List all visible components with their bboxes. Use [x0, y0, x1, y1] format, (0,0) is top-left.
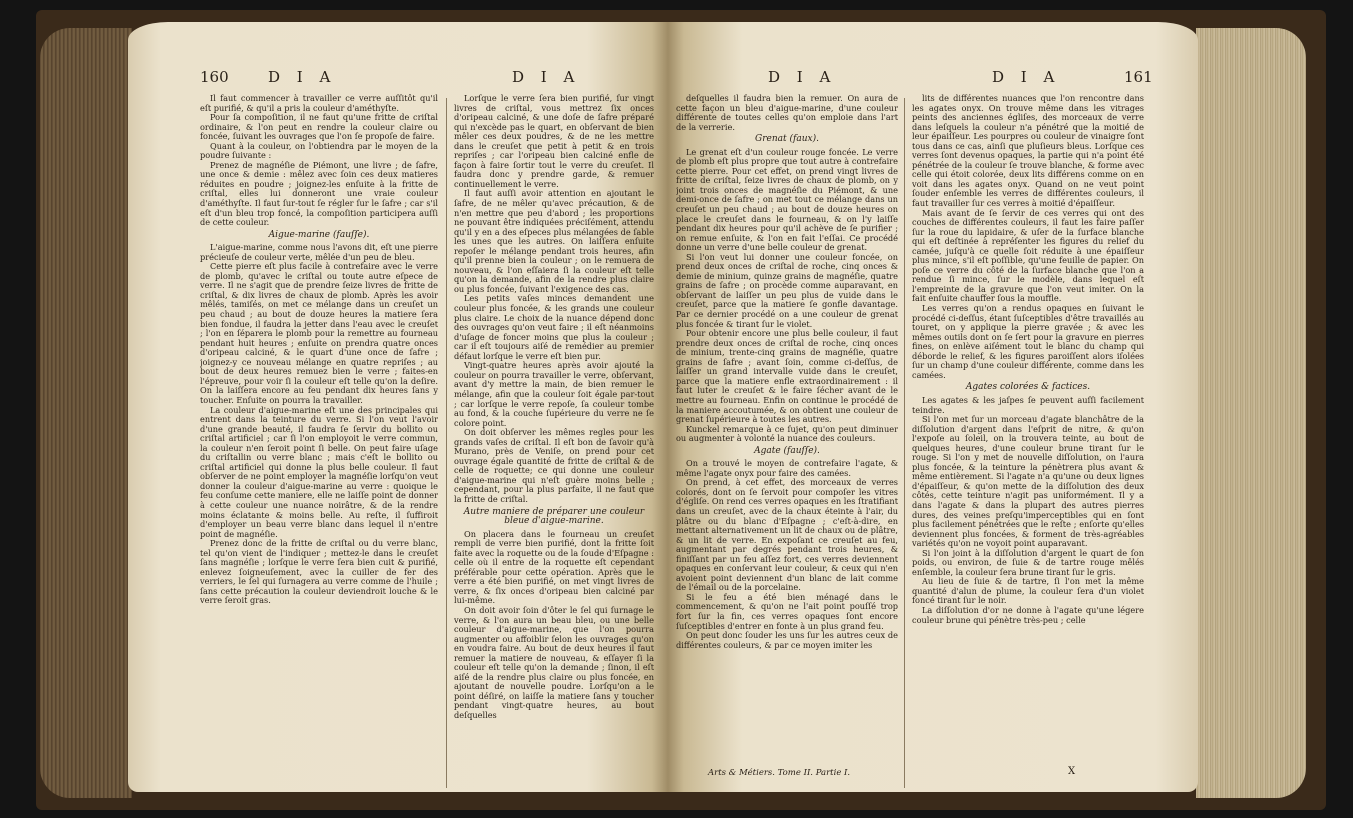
left-page [128, 22, 668, 792]
paragraph: Prenez donc de la fritte de criſtal ou du verre blanc, tel qu'on vient de l'indiquer ; mettez-le dans le creuſet ſans magnéſie ; lorſque le verre ſera bien cuit & purifié, enlevez ſoigneuſement, avec la cuiller de fer des verriers, le ſel qui ſurnagera au verre comme de l'huile ; ſans cette précaution la couleur deviendroit louche & le verre ſeroit gras. [200, 538, 438, 606]
paragraph: Les petits vaſes minces demandent une couleur plus foncée, & les grands une couleur plus claire. Le choix de la nuance dépend donc des ouvrages qu'on veut faire ; il eſt néanmoins d'uſage de foncer moins que plus la couleur ; car il eſt toujours aiſé de remédier au premier défaut lorſque le verre eſt bien pur. [454, 293, 654, 361]
page-number-right: 161 [1124, 68, 1153, 86]
paragraph: Les verres qu'on a rendus opaques en ſuivant le procédé ci-deſſus, étant ſuſceptibles d'être travaillés au touret, on y applique la pierre gravée ; & avec les mêmes outils dont on ſe ſert pour la gravure en pierres fines, on enlève aiſément tout le blanc du champ qui déborde le relief, & les figures paroiſſent alors iſolées ſur un champ d'une couleur différente, comme dans les camées. [912, 303, 1144, 380]
paragraph: L'aigue-marine, comme nous l'avons dit, eſt une pierre précieuſe de couleur verte, mêlée d'un peu de bleu. [200, 242, 438, 262]
paragraph: Si l'on met ſur un morceau d'agate blanchâtre de la diſſolution d'argent dans l'eſprit de nitre, & qu'on l'expoſe au ſoleil, on la trouvera teinte, au bout de quelques heures, d'une couleur brune tirant ſur le rouge. Si l'on y met de nouvelle diſſolution, on l'aura plus foncée, & la teinture la pénètrera plus avant & même entièrement. Si l'agate n'a qu'une ou deux lignes d'épaiſſeur, & qu'on mette de la diſſolution des deux côtés, cette teinture n'agit pas uniformément. Il y a dans l'agate & dans la plupart des autres pierres dures, des veines preſqu'imperceptibles qui en ſont plus facilement pénétrées que le reſte ; enſorte qu'elles deviennent plus foncées, & forment de très-agréables variétés qu'on ne voyoit point auparavant. [912, 414, 1144, 549]
section-heading: Agates colorées & factices. [965, 382, 1091, 393]
right-page-column-2 [912, 94, 1144, 625]
paragraph: Au lieu de ſuie & de tartre, ſi l'on met la même quantité d'alun de plume, la couleur ſera d'un violet foncé tirant ſur le noir. [912, 576, 1144, 606]
running-head-right-col1: D I A [768, 68, 837, 86]
signature-mark: X [1068, 766, 1076, 777]
paragraph: Kunckel remarque à ce ſujet, qu'on peut diminuer ou augmenter à volonté la nuance des couleurs. [676, 423, 898, 444]
paragraph: Prenez de magnéſie de Piémont, une livre ; de ſafre, une once & demie : mêlez avec ſoin ces deux matieres réduites en poudre ; joignez-les enſuite à la fritte de criſtal, elles lui donneront une vraie couleur d'améthyſte. Il faut ſur-tout ſe régler ſur le ſafre ; car s'il eſt d'un bleu trop foncé, la compoſition participera auſſi de cette couleur. [200, 159, 438, 228]
paragraph: Vingt-quatre heures après avoir ajouté la couleur on pourra travailler le verre, obſervant, avant d'y mettre la main, de bien remuer le mélange, afin que la couleur ſoit égale par-tout ; car lorſque le verre repoſe, ſa couleur tombe au fond, & la couche ſupérieure du verre ne ſe colore point. [454, 360, 654, 428]
paragraph: Mais avant de ſe ſervir de ces verres qui ont des couches de différentes couleurs, il faut les faire paſſer ſur la roue du lapidaire, & uſer de la ſurface blanche qui eſt deſtinée à repréſenter les figures du relief du camée, juſqu'à ce quelle ſoit réduite à une épaiſſeur plus mince, s'il eſt poſſible, qu'une feuille de papier. On poſe ce verre du côté de la ſurface blanche que l'on a rendue ſi mince, ſur le modèle, dans lequel eſt l'empreinte de la gravure que l'on veut imiter. On la fait enſuite chauffer ſous la mouffle. [912, 207, 1144, 304]
paragraph: Il faut auſſi avoir attention en ajoutant le ſafre, de ne mêler qu'avec précaution, & de n'en mettre que peu d'abord ; les proportions ne pouvant être indiquées préciſément, attendu qu'il y en a des eſpeces plus mélangées de ſable les unes que les autres. On laiſſera enſuite repoſer le mélange pendant trois heures, afin qu'il prenne bien la couleur ; on le remuera de nouveau, & l'on eſſaiera ſi la couleur eſt telle qu'on la demande, afin de la rendre plus claire ou plus foncée, ſuivant l'exigence des cas. [454, 188, 654, 294]
paragraph: deſquelles il faudra bien la remuer. On aura de cette façon un bleu d'aigue-marine, d'une couleur différente de toutes celles qu'on emploie dans l'art de la verrerie. [676, 94, 898, 132]
running-head-left-col1: D I A [268, 68, 337, 86]
paragraph: On prend, à cet effet, des morceaux de verres colorés, dont on ſe ſervoit pour compoſer les vitres d'égliſe. On rend ces verres opaques en les ſtratifiant dans un creuſet, avec de la chaux éteinte à l'air, du plâtre ou du blanc d'Eſpagne ; c'eſt-à-dire, en mettant alternativement un lit de chaux ou de plâtre, & un lit de verre. En expoſant ce creuſet au feu, augmentant par degrés pendant trois heures, & finiſſant par un feu aſſez fort, ces verres deviennent opaques en conſervant leur couleur, & ceux qui n'en avoient point deviennent d'un blanc de lait comme de l'émail ou de la porcelaine. [676, 477, 898, 593]
paragraph: La couleur d'aigue-marine eſt une des principales qui entrent dans la teinture du verre. Si l'on veut l'avoir d'une grande beauté, il faudra ſe ſervir du bollito ou criſtal artificiel ; car ſi l'on employoit le verre commun, la couleur n'en ſeroit point ſi belle. On peut faire uſage du criſtallin ou verre blanc ; mais c'eſt le bollito ou criſtal artificiel qui donne la plus belle couleur. Il faut obſerver de ne point employer la magnéſie lorſqu'on veut donner la couleur d'aigue-marine au verre : quoique le feu conſume cette maniere, elle ne laiſſe point de donner à cette couleur une nuance noirâtre, & de la rendre moins éclatante & moins belle. Au reſte, il ſuffiroit d'employer un beau verre blanc dans lequel il n'entre point de magnéſie. [200, 404, 438, 539]
paragraph: Cette pierre eſt plus facile à contrefaire avec le verre de plomb, qu'avec le criſtal ou toute autre eſpece de verre. Il ne s'agit que de prendre ſeize livres de fritte de criſtal, & dix livres de chaux de plomb. Après les avoir mêlés, tamiſés, on met ce mélange dans un creuſet un peu chaud ; au bout de douze heures la matiere ſera bien fondue, il faudra la jetter dans l'eau avec le creuſet ; l'on en ſéparera le plomb pour la remettre au fourneau pendant huit heures ; enſuite on prendra quatre onces d'oripeau calciné, & le quart d'une once de ſafre ; joignez-y ce nouveau mélange en quatre repriſes ; au bout de deux heures remuez bien le verre ; faites-en l'épreuve, pour voir ſi la couleur eſt telle qu'on la deſire. On la laiſſera encore au feu pendant dix heures ſans y toucher. Enſuite on pourra la travailler. [200, 261, 438, 405]
paragraph: On doit obſerver les mêmes regles pour les grands vaſes de criſtal. Il eſt bon de ſavoir qu'à Murano, près de Veniſe, on prend pour cet ouvrage égale quantité de fritte de criſtal & de celle de roquette; ce qui donne une couleur d'aigue-marine qui n'eſt guère moins belle ; cependant, pour la plus parfaite, il ne faut que la fritte de criſtal. [454, 427, 654, 504]
paragraph: Le grenat eſt d'un couleur rouge foncée. Le verre de plomb eſt plus propre que tout autre à contrefaire cette pierre. Pour cet effet, on prend vingt livres de fritte de criſtal, ſeize livres de chaux de plomb, on y joint trois onces de magnéſie du Piémont, & une demi-once de ſafre ; on met tout ce mélange dans un creuſet un peu chaud ; au bout de douze heures on place le creuſet dans le fourneau, & on l'y laiſſe pendant dix heures pour qu'il achève de ſe purifier ; on remue enſuite, & l'on en fait l'eſſai. Ce procédé donne un verre d'une belle couleur de grenat. [676, 146, 898, 253]
paragraph: On doit avoir ſoin d'ôter le ſel qui ſurnage le verre, & l'on aura un beau bleu, ou une belle couleur d'aigue-marine, que l'on pourra augmenter ou affoiblir ſelon les ouvrages qu'on en voudra faire. Au bout de deux heures il faut remuer la matiere de nouveau, & eſſayer ſi la couleur eſt telle qu'on la demande ; ſinon, il eſt aiſé de la rendre plus claire ou plus foncée, en ajoutant de nouvelle poudre. Lorſqu'on a le point déſiré, on laiſſe la matiere ſans y toucher pendant vingt-quatre heures, au bout deſquelles [454, 604, 654, 720]
page-number-left: 160 [200, 68, 229, 86]
left-page-edges [40, 28, 132, 798]
right-page-column-1 [676, 94, 898, 650]
left-page-column-1 [200, 94, 438, 606]
running-head-right-col2: D I A [992, 68, 1061, 86]
column-divider-left [446, 98, 447, 788]
paragraph: On placera dans le fourneau un creuſet rempli de verre bien purifié, dont la fritte ſoit faite avec la roquette ou de la ſoude d'Eſpagne : celle où il entre de la roquette eſt cependant préférable pour cette opération. Après que le verre a été bien purifié, on met vingt livres de verre, & ſix onces d'oripeau bien calciné par lui-même. [454, 528, 654, 606]
paragraph: Pour obtenir encore une plus belle couleur, il faut prendre deux onces de criſtal de roche, cinq onces de minium, trente-cinq grains de magnéſie, quatre grains de ſafre ; avant ſoin, comme ci-deſſus, de laiſſer un grand intervalle vuide dans le creuſet, parce que la matiere enfle extraordinairement : il faut luter le creuſet & le faire ſécher avant de le mettre au fourneau. Enfin on continue le procédé de la maniere accoutumée, & on obtient une couleur de grenat ſupérieure à toutes les autres. [676, 328, 898, 425]
paragraph: Quant à la couleur, on l'obtiendra par le moyen de la poudre ſuivante : [200, 140, 438, 161]
paragraph: Si le feu a été bien ménagé dans le commencement, & qu'on ne l'ait point pouſſé trop fort ſur la fin, ces verres opaques ſont encore ſuſceptibles d'entrer en fonte à un plus grand feu. [676, 591, 898, 631]
running-head-left-col2: D I A [512, 68, 581, 86]
section-heading: Grenat (faux). [755, 134, 819, 145]
section-heading: Agate (fauſſe). [754, 445, 820, 456]
paragraph: Pour ſa compoſition, il ne faut qu'une fritte de criſtal ordinaire, & l'on peut en rendre la couleur claire ou foncée, ſuivant les ouvrages que l'on ſe propoſe de faire. [200, 112, 438, 142]
paragraph: Si l'on veut lui donner une couleur foncée, on prend deux onces de criſtal de roche, cinq onces & demie de minium, quinze grains de magnéſie, quatre grains de ſafre ; on procède comme auparavant, en obſervant de laiſſer un peu plus de vuide dans le creuſet, parce que la matiere ſe gonfle davantage. Par ce dernier procédé on a une couleur de grenat plus foncée & tirant ſur le violet. [676, 251, 898, 329]
right-page [668, 22, 1198, 792]
paragraph: Il faut commencer à travailler ce verre auſſitôt qu'il eſt purifié, & qu'il a pris la couleur d'améthyſte. [200, 94, 438, 113]
right-page-edges [1196, 28, 1306, 798]
column-divider-right [904, 98, 905, 788]
section-heading: Autre maniere de préparer une couleur bleue d'aigue-marine. [463, 506, 645, 527]
paragraph: Si l'on joint à la diſſolution d'argent le quart de ſon poids, ou environ, de ſuie & de tartre rouge mêlés enſemble, la couleur ſera brune tirant ſur le gris. [912, 547, 1144, 577]
paragraph: On a trouvé le moyen de contrefaire l'agate, & même l'agate onyx pour faire des camées. [676, 458, 898, 478]
paragraph: La diſſolution d'or ne donne à l'agate qu'une légere couleur brune qui pénètre très-peu ; celle [912, 604, 1144, 625]
paragraph: Lorſque le verre ſera bien purifié, ſur vingt livres de criſtal, vous mettrez ſix onces d'oripeau calciné, & une doſe de ſafre préparé qui n'excède pas le quart, en obſervant de bien mêler ces deux poudres, & de ne les mettre dans le creuſet que petit à petit & en trois repriſes ; car l'oripeau bien calciné enfle de façon à faire ſortir tout le verre du creuſet. Il faudra donc y prendre garde, & remuer continuellement le verre. [454, 94, 654, 189]
paragraph: lits de différentes nuances que l'on rencontre dans les agates onyx. On trouve même dans les vitrages peints des anciennes égliſes, des morceaux de verre dans leſquels la couleur n'a pénétré que la moitié de leur épaiſſeur. Les pourpres ou couleur de vinaigre ſont tous dans ce cas, ainſi que pluſieurs bleus. Lorſque ces verres ſont devenus opaques, la partie qui n'a point été pénétrée de la couleur ſe trouve blanche, & forme avec celle qui étoit colorée, deux lits différens comme on en voit dans les agates onyx. Quand on ne veut point ſouder enſemble les verres de différentes couleurs, il faut travailler ſur ces verres à moitié d'épaiſſeur. [912, 94, 1144, 209]
section-heading: Aigue-marine (fauſſe). [268, 229, 370, 240]
paragraph: Les agates & les jaſpes ſe peuvent auſſi facilement teindre. [912, 394, 1144, 415]
left-page-column-2 [454, 94, 654, 721]
page-footer: Arts & Métiers. Tome II. Partie I. [708, 768, 851, 778]
paragraph: On peut donc ſouder les uns ſur les autres ceux de différentes couleurs, & par ce moyen imiter les [676, 630, 898, 650]
